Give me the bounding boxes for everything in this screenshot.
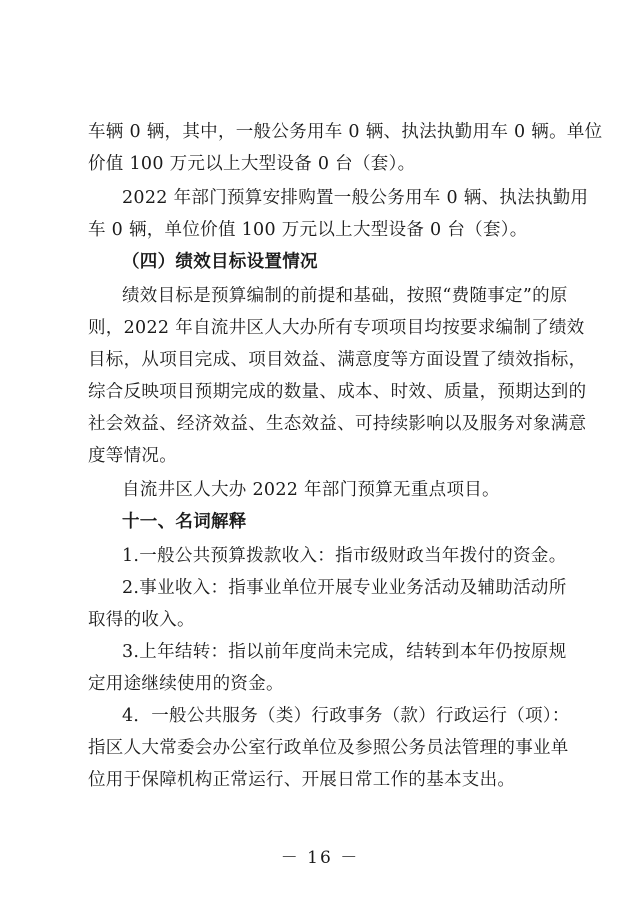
section-heading: 十一、名词解释	[122, 512, 247, 532]
definition-item: 2.事业收入：指事业单位开展专业业务活动及辅助活动所	[122, 578, 567, 598]
body-text-line: 2022 年部门预算安排购置一般公务用车 0 辆、执法执勤用	[122, 188, 589, 208]
definition-item-continuation: 指区人大常委会办公室行政单位及参照公务员法管理的事业单	[88, 738, 569, 758]
definition-item-continuation: 取得的收入。	[88, 610, 195, 630]
body-text-line: 自流井区人大办 2022 年部门预算无重点项目。	[122, 480, 500, 500]
definition-item-continuation: 位用于保障机构正常运行、开展日常工作的基本支出。	[88, 770, 516, 790]
body-text-line: 价值 100 万元以上大型设备 0 台（套）。	[88, 154, 416, 174]
body-text-line: 则，2022 年自流井区人大办所有专项项目均按要求编制了绩效	[88, 318, 585, 338]
body-text-line: 综合反映项目预期完成的数量、成本、时效、质量，预期达到的	[88, 382, 587, 402]
definition-item: 3.上年结转：指以前年度尚未完成，结转到本年仍按原规	[122, 642, 567, 662]
body-text-line: 车辆 0 辆，其中，一般公务用车 0 辆、执法执勤用车 0 辆。单位	[88, 122, 603, 142]
definition-item: 1.一般公共预算拨款收入：指市级财政当年拨付的资金。	[122, 546, 567, 566]
definition-item-continuation: 定用途继续使用的资金。	[88, 674, 284, 694]
page-number: － 16 －	[280, 848, 360, 868]
subsection-heading: （四）绩效目标设置情况	[122, 252, 318, 272]
body-text-line: 目标，从项目完成、项目效益、满意度等方面设置了绩效指标，	[88, 350, 587, 370]
definition-item: 4．一般公共服务（类）行政事务（款）行政运行（项）：	[122, 706, 570, 726]
body-text-line: 社会效益、经济效益、生态效益、可持续影响以及服务对象满意	[88, 414, 587, 434]
body-text-line: 度等情况。	[88, 446, 177, 466]
body-text-line: 车 0 辆，单位价值 100 万元以上大型设备 0 台（套）。	[88, 220, 528, 240]
body-text-line: 绩效目标是预算编制的前提和基础，按照“费随事定”的原	[122, 286, 568, 306]
